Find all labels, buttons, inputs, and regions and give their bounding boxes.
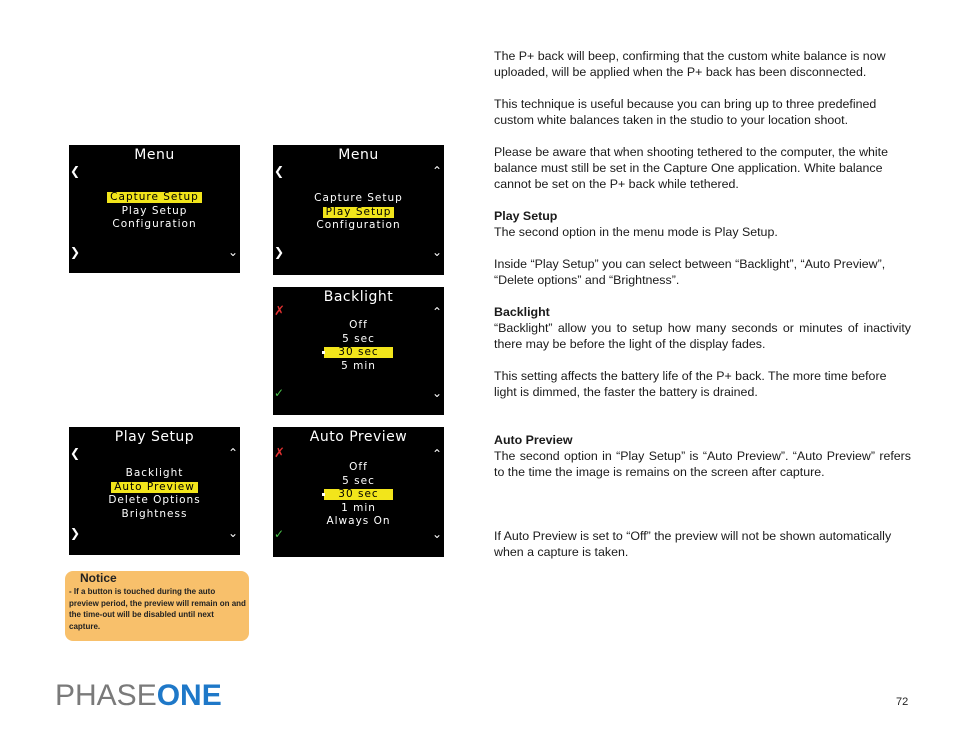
chevron-down-icon: ⌄ [227, 526, 238, 540]
option-backlight: Backlight [125, 467, 184, 479]
option-1-min: 1 min [341, 501, 376, 514]
screen-menu-list [69, 191, 240, 232]
paragraph-tethered: Please be aware that when shooting tethered to the computer, the white balance must still be set in the Capture One application. White balance cannot be set on the P+ back while tethered. [494, 145, 889, 191]
logo-phase: PHASE [55, 679, 157, 712]
screen-title: Backlight [323, 289, 394, 305]
screen-backlight-list [273, 319, 444, 373]
option-5-sec: 5 sec [342, 474, 375, 487]
selection-bullet [322, 351, 325, 354]
option-always-on: Always On [326, 515, 391, 527]
notice-title: Notice [80, 571, 117, 585]
screen-auto-preview [273, 427, 444, 557]
chevron-up-icon: ⌃ [431, 447, 442, 461]
chevron-up-icon: ⌃ [227, 446, 238, 460]
menu-item-play-setup: Play Setup [273, 206, 444, 220]
screen-menu-capture-setup [69, 145, 240, 273]
heading-auto-preview: Auto Preview [494, 433, 573, 447]
confirm-check-icon: ✓ [274, 527, 285, 541]
chevron-up-icon: ⌃ [431, 164, 442, 178]
menu-item-play-setup: Play Setup [121, 204, 188, 217]
cancel-x-icon: ✗ [274, 304, 285, 319]
paragraph-technique: This technique is useful because you can bring up to three predefined custom white balances taken in the studio to your location shoot. [494, 97, 877, 127]
screen-title: Menu [338, 147, 379, 163]
chevron-left-icon: ❮ [70, 446, 81, 460]
screen-menu-list [273, 192, 444, 233]
menu-item-capture-setup: Capture Setup [314, 192, 403, 204]
confirm-check-icon: ✓ [274, 386, 285, 400]
screen-play-setup [69, 427, 240, 555]
paragraph-beep: The P+ back will beep, confirming that the custom white balance is now uploaded, will be applied when the P+ back has been disconnected. [494, 49, 886, 79]
logo-one: ONE [156, 679, 222, 712]
paragraph-backlight: “Backlight” allow you to setup how many seconds or minutes of inactivity there may be before the light of the display fades. [494, 321, 911, 351]
screen-menu-play-setup [273, 145, 444, 275]
chevron-down-icon: ⌄ [431, 245, 442, 259]
chevron-down-icon: ⌄ [227, 245, 238, 259]
selection-bullet [322, 493, 325, 496]
paragraph-auto-preview-off: If Auto Preview is set to “Off” the preview will not be shown automatically when a capture is taken. [494, 529, 892, 559]
option-auto-preview: Auto Preview [69, 481, 240, 495]
cancel-x-icon: ✗ [274, 446, 285, 461]
option-off: Off [349, 461, 368, 473]
chevron-right-icon: ❯ [70, 245, 81, 259]
option-5-min: 5 min [341, 359, 376, 372]
screen-auto-preview-list [273, 461, 444, 529]
paragraph-play-setup-options: Inside “Play Setup” you can select between “Backlight”, “Auto Preview”, “Delete options” and “Brightness”. [494, 257, 886, 287]
option-30-sec: 30 sec [273, 488, 444, 502]
menu-item-capture-setup: Capture Setup [69, 191, 240, 205]
option-delete-options: Delete Options [108, 494, 201, 506]
screen-play-setup-list [69, 467, 240, 521]
notice-box [65, 571, 249, 641]
chevron-down-icon: ⌄ [431, 386, 442, 400]
heading-play-setup: Play Setup [494, 209, 558, 223]
screen-title: Auto Preview [309, 429, 408, 445]
page-number: 72 [896, 696, 909, 708]
screen-backlight [273, 287, 444, 415]
phase-one-logo [55, 681, 222, 711]
heading-backlight: Backlight [494, 305, 550, 319]
option-30-sec: 30 sec [273, 346, 444, 360]
paragraph-play-setup: The second option in the menu mode is Play Setup. [494, 225, 778, 239]
option-off: Off [349, 319, 368, 331]
chevron-right-icon: ❯ [70, 526, 81, 540]
paragraph-auto-preview: The second option in “Play Setup” is “Auto Preview”. “Auto Preview” refers to the time the image is remains on the screen after capture. [494, 449, 911, 479]
paragraph-battery: This setting affects the battery life of the P+ back. The more time before light is dimmed, the faster the battery is drained. [494, 369, 887, 399]
menu-item-configuration: Configuration [316, 219, 401, 231]
chevron-right-icon: ❯ [274, 245, 285, 259]
option-5-sec: 5 sec [342, 332, 375, 345]
screen-title: Menu [134, 147, 175, 163]
chevron-up-icon: ⌃ [431, 305, 442, 319]
menu-item-configuration: Configuration [112, 218, 197, 230]
screen-title: Play Setup [114, 429, 195, 445]
chevron-down-icon: ⌄ [431, 527, 442, 541]
text-column [494, 48, 911, 560]
option-brightness: Brightness [121, 507, 188, 520]
chevron-left-icon: ❮ [274, 164, 285, 178]
chevron-left-icon: ❮ [70, 164, 81, 178]
notice-text: - If a button is touched during the auto preview period, the preview will remain on and the time-out will be disabled until next capture. [69, 587, 246, 631]
